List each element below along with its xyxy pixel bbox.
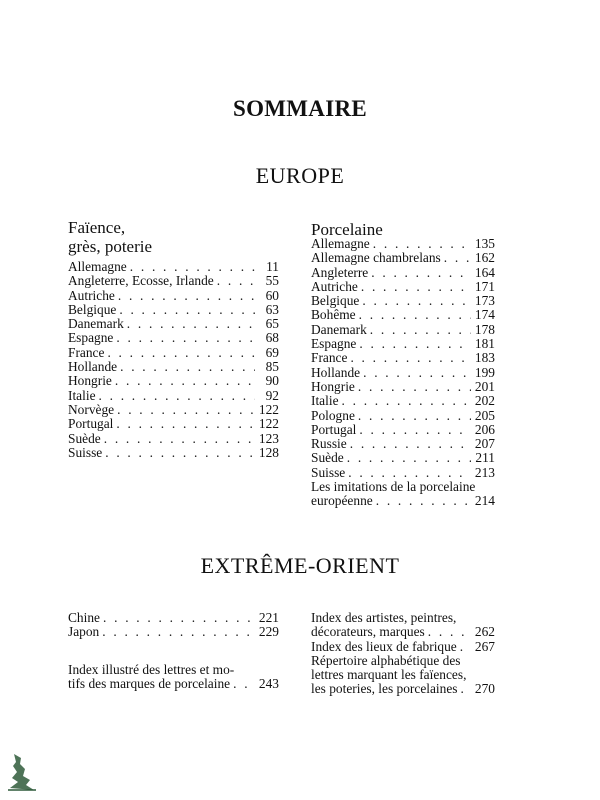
leader-dots <box>101 432 255 446</box>
toc-entry-page: 207 <box>474 436 495 452</box>
toc-entry <box>68 331 279 345</box>
leader-dots <box>345 466 471 480</box>
toc-entry-label: Hongrie <box>311 378 355 394</box>
toc-entry-label: Suisse <box>311 464 346 480</box>
toc-entry-page: 122 <box>258 401 279 417</box>
leader-dots <box>127 260 255 274</box>
leader-dots <box>356 337 471 351</box>
toc-entry-label: Hollande <box>311 364 361 380</box>
toc-entry-label: Angleterre <box>311 264 369 280</box>
leader-dots <box>339 394 471 408</box>
toc-entry <box>68 403 279 417</box>
toc-entry-page: 90 <box>265 373 279 389</box>
leader-dots <box>355 380 471 394</box>
imitations-page: 214 <box>474 493 495 509</box>
toc-entry-label: Autriche <box>68 287 115 303</box>
toc-entry-label: Russie <box>311 436 347 452</box>
toc-entry-page: 174 <box>474 307 495 323</box>
toc-entry <box>68 625 279 639</box>
leader-dots <box>358 280 471 294</box>
leader-dots <box>367 323 471 337</box>
toc-entry <box>68 374 279 388</box>
toc-entry-label: Bohême <box>311 307 356 323</box>
toc-entry-page: 122 <box>258 416 279 432</box>
toc-entry <box>311 308 495 322</box>
porcelaine-title: Porcelaine <box>311 220 383 239</box>
leader-dots <box>230 677 255 691</box>
toc-entry <box>68 417 279 431</box>
leader-dots <box>359 294 471 308</box>
porcelaine-column <box>311 220 495 509</box>
ornament-icon <box>4 752 38 792</box>
leader-dots <box>355 409 471 423</box>
toc-entry <box>311 237 495 251</box>
repertoire-page: 270 <box>474 681 495 697</box>
toc-entry-page: 65 <box>265 316 279 332</box>
toc-entry <box>311 280 495 294</box>
toc-entry-page: 68 <box>265 330 279 346</box>
leader-dots <box>114 403 255 417</box>
toc-entry-page: 135 <box>474 236 495 251</box>
toc-entry-page: 60 <box>265 287 279 303</box>
toc-entry-page: 178 <box>474 321 495 337</box>
toc-entry-page: 92 <box>265 387 279 403</box>
leader-dots <box>347 351 471 365</box>
toc-entry-page: 205 <box>474 407 495 423</box>
toc-entry-page: 201 <box>474 378 495 394</box>
faience-title-line1: Faïence, <box>68 218 126 237</box>
index-lieux-page: 267 <box>474 638 495 654</box>
repertoire-line2: lettres marquant les faïences, <box>311 667 467 683</box>
page-title: SOMMAIRE <box>232 96 367 121</box>
leader-dots <box>373 494 471 508</box>
leader-dots <box>344 451 471 465</box>
repertoire-line3: les poteries, les porcelaines <box>311 681 458 697</box>
toc-entry <box>68 389 279 403</box>
leader-dots <box>99 625 255 639</box>
toc-entry <box>68 611 279 625</box>
orient-list <box>68 611 279 640</box>
toc-entry-label: Italie <box>68 387 96 403</box>
toc-entry <box>311 423 495 437</box>
toc-entry-label: Hongrie <box>68 373 112 389</box>
toc-entry-page: 171 <box>474 278 495 294</box>
index-illustre-line2: tifs des marques de porcelaine <box>68 675 231 691</box>
leader-dots <box>124 317 255 331</box>
toc-entry-label: France <box>311 350 348 366</box>
faience-column <box>68 218 279 460</box>
index-illustre-page: 243 <box>258 675 279 691</box>
toc-entry-label: Autriche <box>311 278 358 294</box>
toc-entry-label: Suède <box>68 430 101 446</box>
toc-entry <box>68 317 279 331</box>
toc-entry-page: 11 <box>266 259 279 274</box>
leader-dots <box>116 303 255 317</box>
leader-dots <box>117 360 255 374</box>
porcelaine-imitations-entry <box>311 480 495 509</box>
toc-entry-page: 69 <box>265 344 279 360</box>
toc-entry-label: Allemagne chambrelans <box>311 250 441 266</box>
toc-entry-label: Angleterre, Ecosse, Irlande <box>68 273 214 289</box>
toc-entry <box>311 451 495 465</box>
toc-entry-page: 206 <box>474 421 495 437</box>
extreme-orient-left-column <box>68 611 279 691</box>
toc-entry-page: 202 <box>474 393 495 409</box>
europe-heading: EUROPE <box>255 163 345 188</box>
toc-entry-label: Portugal <box>68 416 114 432</box>
leader-dots <box>115 289 255 303</box>
leader-dots <box>214 274 255 288</box>
leader-dots <box>425 625 471 639</box>
index-artistes-page: 262 <box>474 624 495 640</box>
leader-dots <box>102 446 255 460</box>
toc-entry <box>311 251 495 265</box>
toc-entry-label: Portugal <box>311 421 357 437</box>
leader-dots <box>370 237 471 251</box>
toc-entry <box>68 260 279 274</box>
leader-dots <box>360 366 471 380</box>
toc-entry <box>68 446 279 460</box>
toc-entry-label: Italie <box>311 393 339 409</box>
toc-entry <box>311 437 495 451</box>
toc-entry-label: Hollande <box>68 359 118 375</box>
leader-dots <box>441 251 471 265</box>
toc-entry-page: 213 <box>474 464 495 480</box>
imitations-line2: européenne <box>311 493 373 509</box>
repertoire-line1: Répertoire alphabétique des <box>311 652 461 668</box>
index-artistes-line2: décorateurs, marques <box>311 624 425 640</box>
extreme-orient-right-column <box>311 611 495 697</box>
faience-title-line2: grès, poterie <box>68 237 153 256</box>
leader-dots <box>96 389 255 403</box>
toc-entry <box>311 409 495 423</box>
toc-entry <box>68 346 279 360</box>
leader-dots <box>104 346 255 360</box>
toc-entry-label: Suisse <box>68 444 103 460</box>
toc-entry-label: Belgique <box>311 293 360 309</box>
toc-entry-label: Allemagne <box>311 236 370 251</box>
toc-entry-page: 128 <box>258 444 279 460</box>
toc-entry-label: Pologne <box>311 407 355 423</box>
toc-entry-page: 181 <box>474 336 495 352</box>
toc-entry-page: 85 <box>265 359 279 375</box>
leader-dots <box>347 437 471 451</box>
toc-entry-page: 229 <box>258 624 279 640</box>
toc-entry <box>311 366 495 380</box>
toc-entry-label: Allemagne <box>68 259 127 274</box>
extreme-orient-heading: EXTRÊME-ORIENT <box>200 553 400 578</box>
toc-entry <box>68 303 279 317</box>
toc-entry <box>311 394 495 408</box>
leader-dots <box>113 417 255 431</box>
leader-dots <box>458 682 472 696</box>
index-lieux-label: Index des lieux de fabrique <box>311 638 457 654</box>
toc-entry-page: 162 <box>474 250 495 266</box>
toc-entry <box>68 289 279 303</box>
toc-entry-page: 183 <box>474 350 495 366</box>
toc-entry-label: Japon <box>68 624 100 640</box>
toc-entry-label: Danemark <box>311 321 367 337</box>
toc-entry-label: Belgique <box>68 301 117 317</box>
toc-entry <box>311 351 495 365</box>
leader-dots <box>356 308 471 322</box>
toc-entry-page: 123 <box>258 430 279 446</box>
toc-entry <box>68 360 279 374</box>
leader-dots <box>100 611 255 625</box>
toc-entry-page: 211 <box>475 450 495 466</box>
toc-entry <box>68 274 279 288</box>
leader-dots <box>113 331 255 345</box>
toc-entry-page: 164 <box>474 264 495 280</box>
toc-entry-label: Suède <box>311 450 344 466</box>
toc-entry-page: 173 <box>474 293 495 309</box>
toc-entry <box>68 432 279 446</box>
porcelaine-list <box>311 237 495 480</box>
imitations-line1: Les imitations de la porcelaine <box>311 479 476 495</box>
leader-dots <box>368 266 471 280</box>
toc-entry <box>311 337 495 351</box>
index-illustre-line1: Index illustré des lettres et mo- <box>68 661 235 677</box>
toc-entry-page: 199 <box>474 364 495 380</box>
toc-entry-label: France <box>68 344 105 360</box>
leader-dots <box>356 423 471 437</box>
index-artistes-line1: Index des artistes, peintres, <box>311 610 457 625</box>
toc-entry-label: Norvège <box>68 401 115 417</box>
toc-entry-page: 221 <box>258 610 279 625</box>
toc-entry-page: 55 <box>265 273 279 289</box>
toc-entry-label: Espagne <box>68 330 114 346</box>
toc-entry <box>311 266 495 280</box>
toc-entry <box>311 380 495 394</box>
toc-entry <box>311 323 495 337</box>
toc-entry-label: Chine <box>68 610 100 625</box>
toc-entry-label: Danemark <box>68 316 124 332</box>
leader-dots <box>112 374 255 388</box>
toc-entry <box>311 294 495 308</box>
toc-entry <box>311 466 495 480</box>
leader-dots <box>457 640 471 654</box>
toc-entry-page: 63 <box>265 301 279 317</box>
faience-list <box>68 260 279 460</box>
toc-entry-label: Espagne <box>311 336 357 352</box>
